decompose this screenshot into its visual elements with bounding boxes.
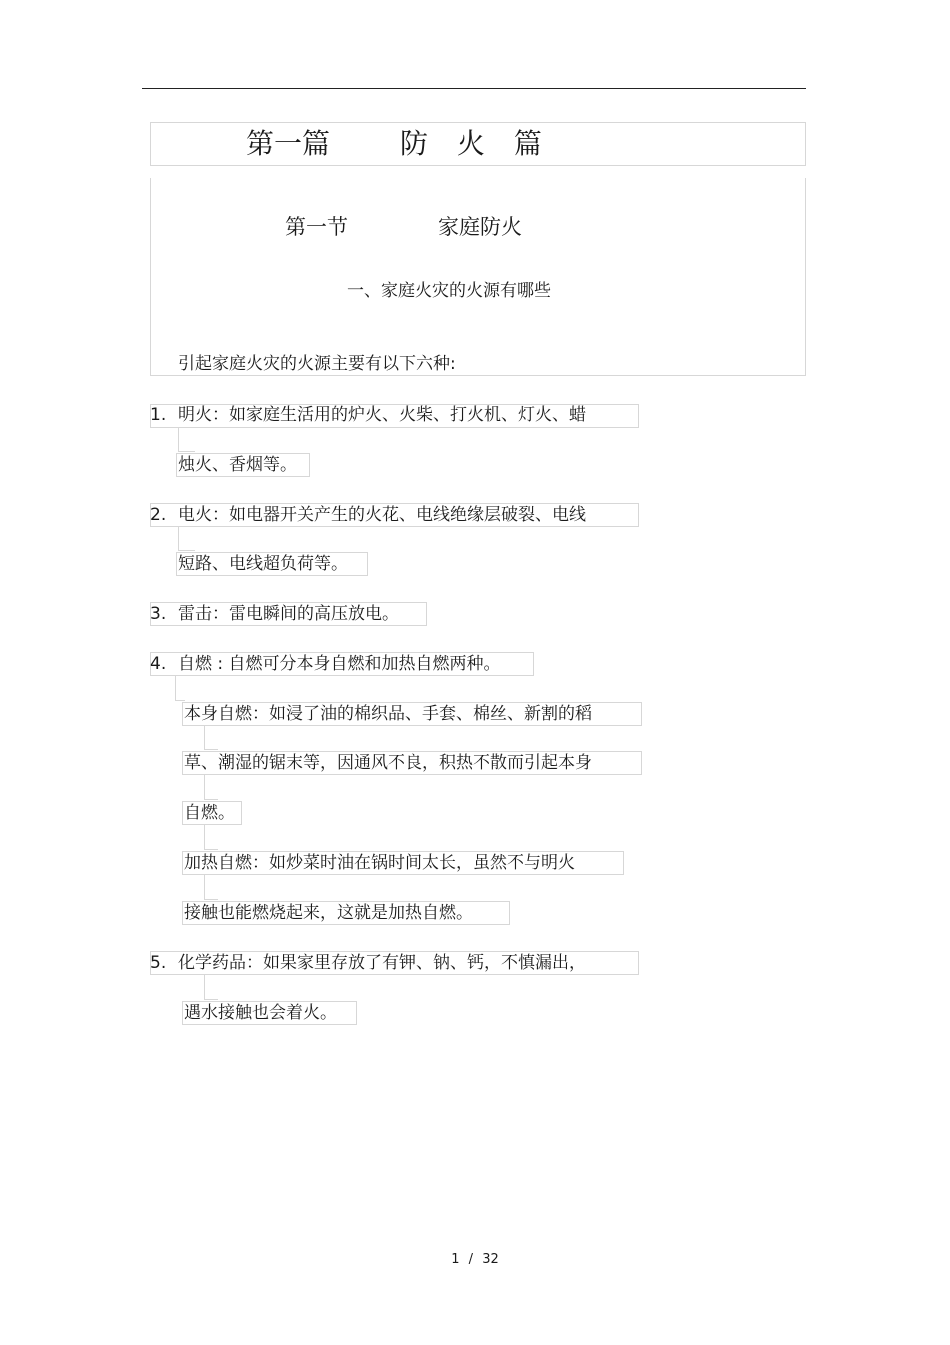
item-3-number: 3. (150, 604, 167, 624)
item-4-sub-3: 自燃。 (184, 803, 235, 823)
item-2-line-1: 电火：如电器开关产生的火花、电线绝缘层破裂、电线 (178, 505, 586, 525)
item-4-line-1: 自燃 : 自燃可分本身自燃和加热自燃两种。 (178, 654, 501, 674)
item-1-line-2: 烛火、香烟等。 (178, 455, 297, 475)
chapter-label: 第一篇 (246, 127, 331, 160)
item-4-sub-3-connector (204, 825, 218, 850)
item-1-connector (178, 428, 195, 452)
section-label: 第一节 (285, 215, 348, 239)
item-4-sub-2-connector (204, 775, 218, 800)
header-rule (142, 88, 806, 89)
item-1-line-1: 明火：如家庭生活用的炉火、火柴、打火机、灯火、蜡 (178, 405, 586, 425)
item-4-sub-4: 加热自燃：如炒菜时油在锅时间太长，虽然不与明火 (184, 853, 575, 873)
item-4-sub-5: 接触也能燃烧起来，这就是加热自燃。 (184, 903, 473, 923)
item-4-sub-1: 本身自燃：如浸了油的棉织品、手套、棉丝、新割的稻 (184, 704, 592, 724)
chapter-name: 防 火 篇 (400, 127, 552, 160)
page-number: 1 (451, 1252, 460, 1267)
item-1-number: 1. (150, 405, 167, 425)
intro-text: 引起家庭火灾的火源主要有以下六种: (178, 354, 456, 374)
page-footer (0, 1251, 950, 1269)
item-4-connector (175, 676, 185, 701)
item-2-line-2: 短路、电线超负荷等。 (178, 554, 348, 574)
item-2-number: 2. (150, 505, 167, 525)
subheading: 一、家庭火灾的火源有哪些 (347, 281, 551, 301)
item-5-line-2: 遇水接触也会着火。 (184, 1003, 337, 1023)
item-4-sub-4-connector (204, 875, 218, 900)
page-total: 32 (482, 1252, 499, 1267)
item-4-sub-1-connector (204, 726, 218, 750)
item-4-number: 4. (150, 654, 167, 674)
item-5-number: 5. (150, 953, 167, 973)
section-box (150, 178, 806, 376)
chapter-title (246, 126, 552, 162)
item-5-connector (204, 975, 218, 1000)
item-5-line-1: 化学药品：如果家里存放了有钾、钠、钙，不慎漏出， (178, 953, 586, 973)
page-separator: / (468, 1252, 474, 1267)
item-2-connector (178, 527, 195, 551)
item-3-line-1: 雷击：雷电瞬间的高压放电。 (178, 604, 399, 624)
section-title: 家庭防火 (438, 215, 522, 239)
item-4-sub-2: 草、潮湿的锯末等，因通风不良，积热不散而引起本身 (184, 753, 592, 773)
